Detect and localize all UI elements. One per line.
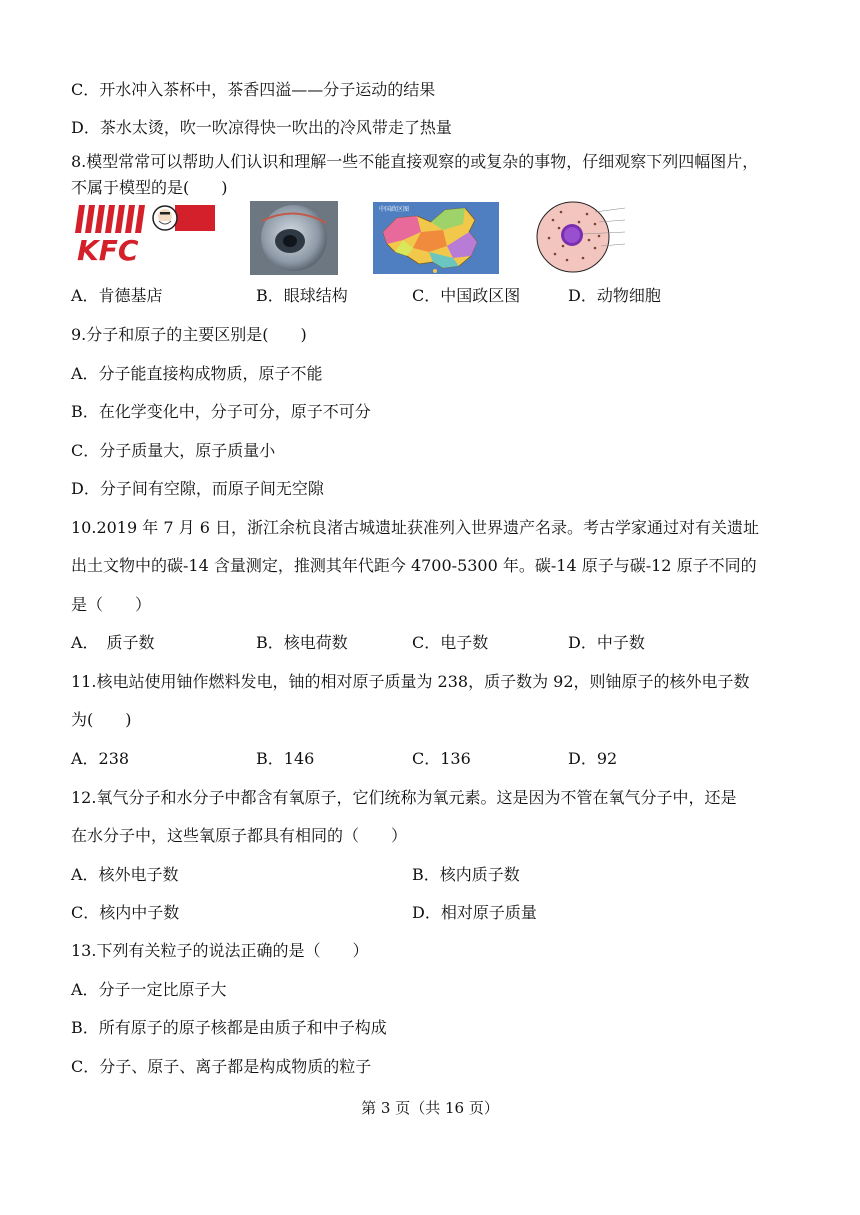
q10-stem-line1: 10.2019 年 7 月 6 日，浙江余杭良渚古城遗址获准列入世界遗产名录。考古学家通过对有关遗址	[71, 518, 759, 537]
q10-stem-line3: 是（ ）	[71, 595, 152, 614]
q12-option-c: C．核内中子数	[71, 903, 180, 922]
q11-option-c: C．136	[412, 749, 471, 768]
q10-option-a: A． 质子数	[71, 633, 155, 652]
q11-option-d: D．92	[568, 749, 618, 768]
q11-option-a: A．238	[71, 749, 130, 768]
q7-option-d: D．茶水太烫，吹一吹凉得快一吹出的冷风带走了热量	[71, 118, 452, 137]
q8-stem-line2: 不属于模型的是( )	[71, 178, 228, 197]
kfc-logo-text: KFC	[77, 234, 139, 263]
q13-option-a: A．分子一定比原子大	[71, 980, 227, 999]
q11-option-b: B．146	[256, 749, 315, 768]
china-map-title: 中国政区图	[379, 206, 410, 213]
kfc-logo-image	[75, 203, 215, 263]
q12-option-d: D．相对原子质量	[412, 903, 537, 922]
china-map-image	[373, 202, 499, 274]
q13-stem: 13.下列有关粒子的说法正确的是（ ）	[71, 941, 369, 960]
eyeball-image	[250, 201, 338, 275]
q8-option-b: B．眼球结构	[256, 286, 348, 305]
q13-option-c: C．分子、原子、离子都是构成物质的粒子	[71, 1057, 372, 1076]
q9-stem: 9.分子和原子的主要区别是( )	[71, 325, 307, 344]
q10-option-c: C．电子数	[412, 633, 489, 652]
q9-option-b: B．在化学变化中，分子可分，原子不可分	[71, 402, 371, 421]
q10-stem-line2: 出土文物中的碳-14 含量测定，推测其年代距今 4700-5300 年。碳-14 原子与碳-12 原子不同的	[71, 556, 757, 575]
page-footer: 第 3 页（共 16 页）	[361, 1099, 499, 1117]
q8-option-d: D．动物细胞	[568, 286, 661, 305]
animal-cell-image	[533, 198, 629, 276]
q11-stem-line1: 11.核电站使用铀作燃料发电，铀的相对原子质量为 238，质子数为 92，则铀原子的核外电子数	[71, 672, 750, 691]
q8-stem-line1: 8.模型常常可以帮助人们认识和理解一些不能直接观察的或复杂的事物，仔细观察下列四幅图片，	[71, 152, 759, 171]
q12-stem-line2: 在水分子中，这些氧原子都具有相同的（ ）	[71, 826, 408, 845]
q8-option-c: C．中国政区图	[412, 286, 521, 305]
q10-option-b: B．核电荷数	[256, 633, 348, 652]
q9-option-d: D．分子间有空隙，而原子间无空隙	[71, 479, 324, 498]
q12-option-a: A．核外电子数	[71, 865, 179, 884]
q12-option-b: B．核内质子数	[412, 865, 520, 884]
q12-stem-line1: 12.氧气分子和水分子中都含有氧原子，它们统称为氧元素。这是因为不管在氧气分子中，还是	[71, 788, 737, 807]
q11-stem-line2: 为( )	[71, 710, 132, 729]
q9-option-c: C．分子质量大，原子质量小	[71, 441, 276, 460]
q10-option-d: D．中子数	[568, 633, 645, 652]
q7-option-c: C．开水冲入茶杯中，茶香四溢——分子运动的结果	[71, 80, 436, 99]
q9-option-a: A．分子能直接构成物质，原子不能	[71, 364, 323, 383]
q13-option-b: B．所有原子的原子核都是由质子和中子构成	[71, 1018, 387, 1037]
q8-option-a: A．肯德基店	[71, 286, 163, 305]
